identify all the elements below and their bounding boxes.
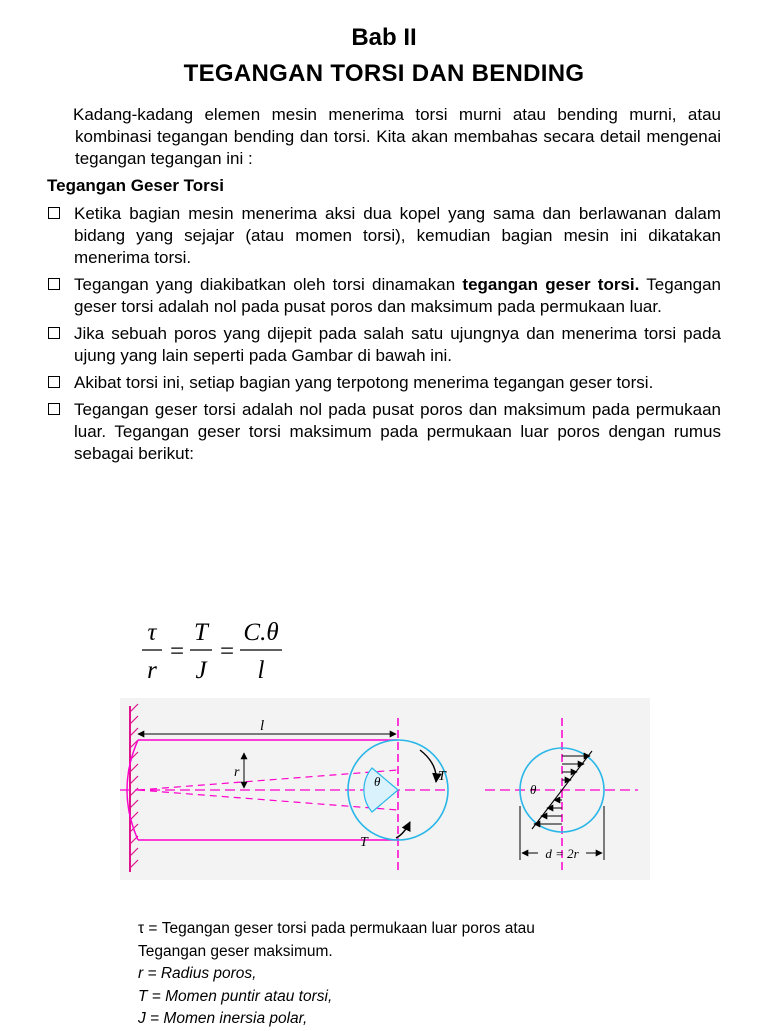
bullet-text: Jika sebuah poros yang dijepit pada salah satu ujungnya dan menerima torsi pada ujung yang lain seperti pada Gambar di bawah ini. [74,324,721,365]
chapter-heading: Bab II [351,24,417,51]
checkbox-bullet-icon [48,376,60,388]
legend-line-T: T = Momen puntir atau torsi, [138,987,333,1005]
bullet-item [47,372,721,394]
formula-T: T [194,619,208,646]
formula-l: l [257,657,265,684]
section-theta-label: θ [530,782,537,797]
fixed-wall [127,704,138,872]
bullet-text: Akibat torsi ini, setiap bagian yang terpotong menerima tegangan geser torsi. [74,373,654,392]
formula-equals: = [219,638,235,665]
legend-line-tau-cont: Tegangan geser maksimum. [138,942,333,960]
formula-r: r [147,657,157,684]
torsion-diagram [120,698,650,880]
bullet-text-pre: Tegangan yang diakibatkan oleh torsi dinamakan [74,275,463,294]
bullet-list [47,203,721,470]
length-label: l [260,718,265,734]
theta-label: θ [374,774,381,789]
torsion-formula [140,612,300,684]
cross-section [485,718,638,870]
bullet-text-bold: tegangan geser torsi. [462,275,640,294]
bullet-text [74,274,721,318]
torsion-figure [120,698,650,880]
torque-label-bottom: T [360,835,368,850]
bullet-text-post: Tegangan geser torsi adalah nol pada pusat poros dan maksimum pada permukaan luar. [74,275,721,316]
symbol-legend [138,918,535,1031]
checkbox-bullet-icon [48,403,60,415]
page-title: TEGANGAN TORSI DAN BENDING [183,60,585,87]
formula-C-theta: C.θ [243,619,279,646]
bullet-item [47,274,721,318]
section-subheading: Tegangan Geser Torsi [47,176,224,195]
bullet-item [47,323,721,367]
checkbox-bullet-icon [48,327,60,339]
formula-equals: = [169,638,185,665]
radius-label: r [234,765,240,780]
checkbox-bullet-icon [48,207,60,219]
legend-line-r: r = Radius poros, [138,965,257,982]
bullet-text: Tegangan geser torsi adalah nol pada pusat poros dan maksimum pada permukaan luar. Tegangan geser torsi maksimum pada permukaan luar poros dengan rumus sebagai berikut: [74,400,721,463]
legend-line-J: J = Momen inersia polar, [138,1010,308,1027]
legend-line-tau: τ = Tegangan geser torsi pada permukaan luar poros atau [138,920,535,937]
checkbox-bullet-icon [48,278,60,290]
formula-tau: τ [147,619,157,646]
intro-paragraph: Kadang-kadang elemen mesin menerima torsi murni atau bending murni, atau kombinasi tegangan bending dan torsi. Kita akan membahas secara detail mengenai tegangan tegangan ini : [73,105,721,168]
diameter-label: d = 2r [545,846,579,861]
torque-label-top: T [438,769,446,784]
formula-J: J [195,657,207,684]
bullet-item [47,399,721,465]
bullet-text: Ketika bagian mesin menerima aksi dua kopel yang sama dan berlawanan dalam bidang yang sejajar (atau momen torsi), kemudian bagian mesin ini dikatakan menerima torsi. [74,204,721,267]
bullet-item [47,203,721,269]
